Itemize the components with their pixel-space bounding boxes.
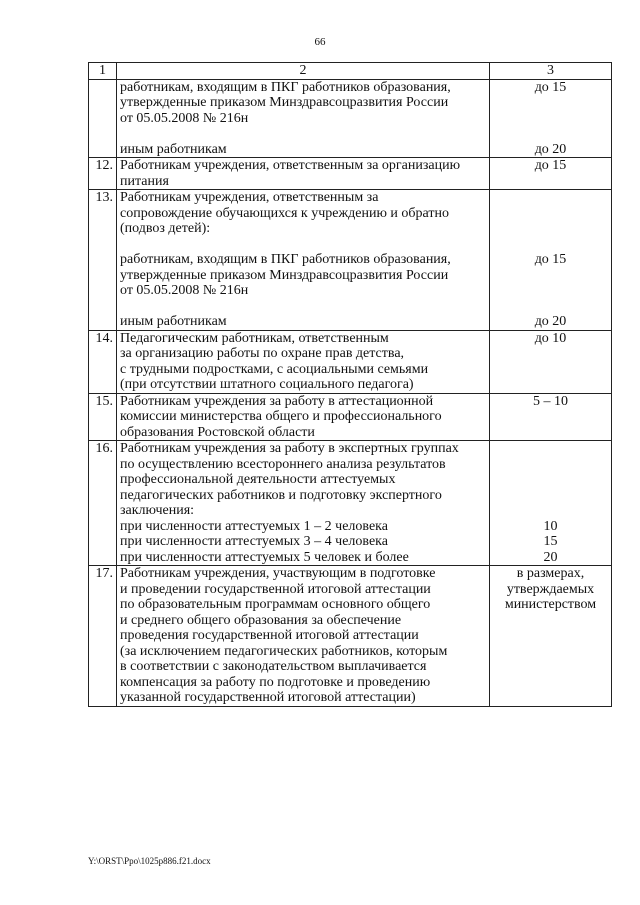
row-value xyxy=(490,190,612,331)
row-number: 17. xyxy=(89,566,117,707)
description-line: проведения государственной итоговой аттестации xyxy=(120,628,419,643)
description-line: педагогических работников и подготовку экспертного xyxy=(120,487,442,503)
row-description xyxy=(117,393,490,441)
page-number: 66 xyxy=(314,36,326,48)
table-row xyxy=(89,158,612,190)
value-line: до 15 xyxy=(534,158,567,173)
description-line: иным работникам xyxy=(120,141,227,157)
description-line: в соответствии с законодательством выплачивается xyxy=(120,659,427,674)
value-line: до 15 xyxy=(534,252,567,267)
value-line: 15 xyxy=(543,534,558,549)
row-value xyxy=(490,79,612,158)
description-line: по осуществлению всестороннего анализа результатов xyxy=(120,456,446,472)
row-value xyxy=(490,158,612,190)
description-line: указанной государственной итоговой аттестации) xyxy=(120,690,416,705)
value-line: 5 – 10 xyxy=(533,393,568,409)
value-line: до 15 xyxy=(534,79,567,95)
description-line: работникам, входящим в ПКГ работников образования, xyxy=(120,79,451,95)
description-line: утвержденные приказом Минздравсоцразвития России xyxy=(120,267,449,283)
description-line: и проведении государственной итоговой аттестации xyxy=(120,581,431,597)
description-line: при численности аттестуемых 1 – 2 человека xyxy=(120,518,388,534)
value-line: до 20 xyxy=(534,314,567,329)
description-line: Работникам учреждения за работу в аттестационной xyxy=(120,393,434,409)
description-line: профессиональной деятельности аттестуемых xyxy=(120,472,396,487)
column-header: 3 xyxy=(490,63,612,80)
table-row xyxy=(89,566,612,707)
row-description xyxy=(117,190,490,331)
allowance-table xyxy=(88,62,612,707)
table-header-row xyxy=(89,63,612,80)
table-row xyxy=(89,79,612,158)
description-line: за организацию работы по охране прав детства, xyxy=(120,346,405,361)
row-value xyxy=(490,566,612,707)
row-value xyxy=(490,330,612,393)
value-line: до 10 xyxy=(534,330,567,346)
description-line: (подвоз детей): xyxy=(120,221,211,236)
row-value xyxy=(490,441,612,566)
row-number: 12. xyxy=(89,158,117,190)
row-description xyxy=(117,158,490,190)
description-line: при численности аттестуемых 3 – 4 человека xyxy=(120,534,388,549)
description-line: комиссии министерства общего и профессионального xyxy=(120,409,442,424)
description-line: Работникам учреждения за работу в экспертных группах xyxy=(120,441,459,456)
row-number xyxy=(89,79,117,158)
row-number: 14. xyxy=(89,330,117,393)
row-value xyxy=(490,393,612,441)
value-line: до 20 xyxy=(534,141,567,157)
description-line: (за исключением педагогических работников, которым xyxy=(120,643,448,659)
file-path-footer: Y:\ORST\Ppo\1025p886.f21.docx xyxy=(88,856,211,866)
description-line: при численности аттестуемых 5 человек и более xyxy=(120,549,409,565)
description-line: иным работникам xyxy=(120,314,227,329)
description-line: по образовательным программам основного общего xyxy=(120,597,431,612)
table-row xyxy=(89,441,612,566)
value-line: в размерах, xyxy=(516,566,585,581)
description-line: образования Ростовской области xyxy=(120,424,315,440)
column-header: 1 xyxy=(89,63,117,80)
description-line: от 05.05.2008 № 216н xyxy=(120,110,249,126)
value-line: утверждаемых xyxy=(506,581,595,597)
description-line: Работникам учреждения, ответственным за организацию xyxy=(120,158,461,173)
row-description xyxy=(117,566,490,707)
value-line: 10 xyxy=(543,518,558,534)
row-number: 16. xyxy=(89,441,117,566)
value-line: 20 xyxy=(543,549,558,565)
description-line: с трудными подростками, с асоциальными семьями xyxy=(120,361,429,377)
description-line: работникам, входящим в ПКГ работников образования, xyxy=(120,252,451,267)
row-description xyxy=(117,441,490,566)
value-line: министерством xyxy=(504,597,597,612)
description-line: сопровождение обучающихся к учреждению и обратно xyxy=(120,205,449,221)
description-line: утвержденные приказом Минздравсоцразвития России xyxy=(120,95,449,110)
description-line: от 05.05.2008 № 216н xyxy=(120,283,249,298)
column-header: 2 xyxy=(117,63,490,80)
description-line: Работникам учреждения, участвующим в подготовке xyxy=(120,566,436,581)
table-row xyxy=(89,393,612,441)
description-line: питания xyxy=(120,173,169,189)
description-line: Работникам учреждения, ответственным за xyxy=(120,190,379,205)
description-line: компенсация за работу по подготовке и проведению xyxy=(120,674,431,690)
row-number: 13. xyxy=(89,190,117,331)
table-row xyxy=(89,190,612,331)
description-line: и среднего общего образования за обеспечение xyxy=(120,612,402,628)
description-line: Педагогическим работникам, ответственным xyxy=(120,330,389,346)
description-line: (при отсутствии штатного социального педагога) xyxy=(120,377,414,392)
row-description xyxy=(117,79,490,158)
row-number: 15. xyxy=(89,393,117,441)
description-line: заключения: xyxy=(120,503,195,518)
row-description xyxy=(117,330,490,393)
table-row xyxy=(89,330,612,393)
